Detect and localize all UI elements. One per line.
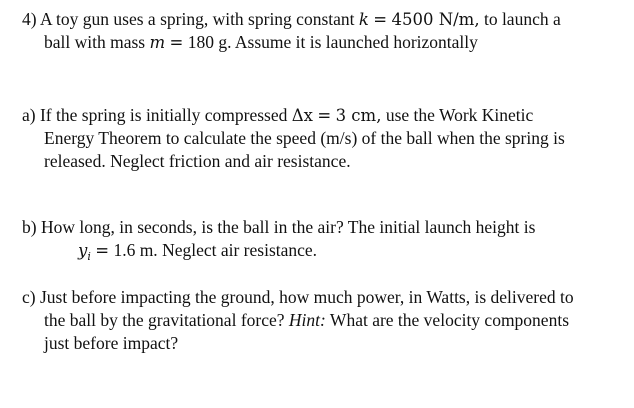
part-c-text-head: the ball by the gravitational force? xyxy=(44,310,285,330)
part-a-line-3: released. Neglect friction and air resistance. xyxy=(44,151,351,171)
part-c xyxy=(22,286,628,355)
problem-statement xyxy=(22,8,628,54)
part-b-text-tail: Neglect air resistance. xyxy=(162,240,318,260)
delta-equals: = xyxy=(317,106,332,125)
height-equals: = xyxy=(95,241,110,260)
part-a-line-1 xyxy=(22,104,628,127)
part-c-line-1 xyxy=(22,286,628,309)
part-c-line-3: just before impact? xyxy=(44,333,179,353)
part-c-label: c) xyxy=(22,287,36,307)
part-a xyxy=(22,104,628,173)
part-b xyxy=(22,216,628,268)
problem-text-tail: to launch a xyxy=(483,9,561,29)
part-a-text: If the spring is initially compressed xyxy=(39,105,288,125)
part-c-line-2 xyxy=(22,309,628,332)
problem-assumption: Assume it is launched horizontally xyxy=(234,32,478,52)
hint-label: Hint: xyxy=(288,310,326,330)
mass-symbol: m xyxy=(149,33,166,52)
part-c-text: Just before impacting the ground, how much power, in Watts, is delivered to xyxy=(39,287,574,307)
part-b-text: How long, in seconds, is the ball in the air? The initial launch height is xyxy=(40,217,536,237)
problem-line-1 xyxy=(22,8,628,31)
problem-mass-text: ball with mass xyxy=(44,32,146,52)
problem-text: A toy gun uses a spring, with spring constant xyxy=(40,9,355,29)
spring-constant-symbol: k xyxy=(358,10,369,29)
mass-value: 180 g. xyxy=(187,32,232,52)
problem-line-2 xyxy=(22,31,628,54)
part-a-text-tail: use the Work Kinetic xyxy=(385,105,534,125)
part-b-line-2 xyxy=(22,239,628,268)
spring-constant-value: 4500 N/m, xyxy=(391,10,480,29)
height-value: 1.6 m. xyxy=(113,240,158,260)
spring-constant-equals: = xyxy=(373,10,388,29)
part-b-line-1 xyxy=(22,216,628,239)
part-c-text-tail: What are the velocity components xyxy=(329,310,570,330)
part-a-label: a) xyxy=(22,105,36,125)
height-subscript: i xyxy=(87,250,91,263)
mass-equals: = xyxy=(169,33,184,52)
delta-symbol: Δx xyxy=(291,106,313,125)
height-symbol: y xyxy=(78,241,88,260)
problem-number: 4) xyxy=(22,9,37,29)
part-b-label: b) xyxy=(22,217,37,237)
part-a-line-2: Energy Theorem to calculate the speed (m/s) of the ball when the spring is xyxy=(44,128,565,148)
compression-value: 3 cm, xyxy=(335,106,382,125)
